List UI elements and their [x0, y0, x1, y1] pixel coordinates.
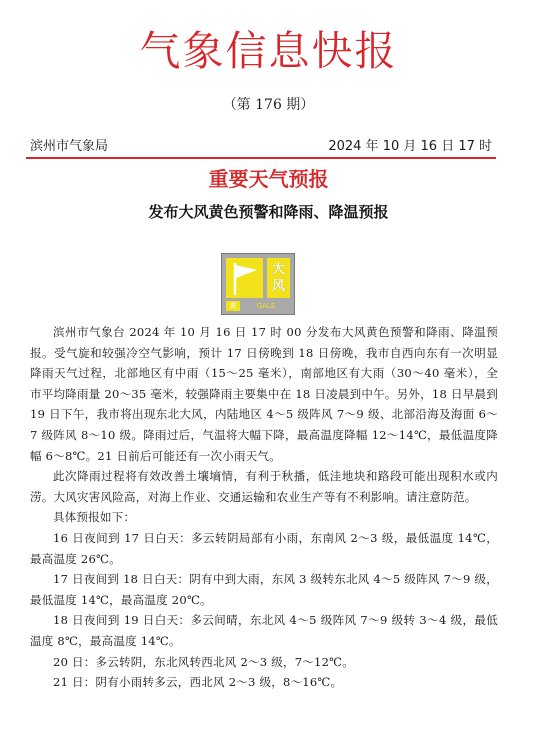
forecast-item: 16 日夜间到 17 日白天：多云转阴局部有小雨，东南风 2～3 级，最低温度 14℃，最高温度 26℃。 [30, 530, 498, 566]
warning-type-char-2: 风 [271, 279, 285, 294]
gale-yellow-warning-badge [221, 253, 295, 315]
subheadline: 发布大风黄色预警和降雨、降温预报 [148, 203, 389, 221]
headline: 重要天气预报 [208, 167, 329, 191]
warning-type-label [267, 258, 290, 298]
forecast-intro: 具体预报如下： [53, 510, 136, 525]
header-divider [26, 157, 496, 159]
body-paragraph: 滨州市气象台 2024 年 10 月 16 日 17 时 00 分发布大风黄色预警和降雨、降温预报。受气旋和较强冷空气影响，预计 17 日傍晚到 18 日傍晚，我市自西向东有一次明显降雨天气过程，北部地区有中雨（15～25 毫米），南部地区有大雨（30～40 毫米），全市平均降雨量 20～35 毫米，较强降雨主要集中在 18 日凌晨到中午。另外，18 日早晨到 19 日下午，我市将出现东北大风，内陆地区 4～5 级阵风 7～9 级、北部沿海及海面 6～7 级阵风 8～10 级。降雨过后，气温将大幅下降，最高温度降幅 12～14℃，最低温度降幅 6～8℃。21 日前后可能还有一次小雨天气。 [30, 325, 498, 463]
warning-type-char-1: 大 [271, 262, 285, 277]
warning-level-strip [226, 301, 290, 311]
forecast-item: 18 日夜间到 19 日白天：多云间晴，东北风 4～5 级阵风 7～9 级转 3～4 级，最低温度 8℃，最高温度 14℃。 [30, 613, 498, 648]
warning-level-cn: 黄 [226, 301, 240, 311]
agency-name: 滨州市气象局 [30, 139, 109, 154]
issue-date: 2024 年 10 月 16 日 17 时 [328, 139, 492, 154]
bulletin-body [30, 322, 498, 693]
body-paragraph: 此次降雨过程将有效改善土壤墒情，有利于秋播，低洼地块和路段可能出现积水或内涝。大风灾害风险高，对海上作业、交通运输和农业生产等有不利影响。请注意防范。 [30, 469, 498, 504]
bulletin-title: 气象信息快报 [139, 27, 398, 75]
forecast-item: 20 日：多云转阴，东北风转西北风 2～3 级，7～12℃。 [53, 654, 355, 669]
issue-number: （第 176 期） [222, 97, 315, 113]
warning-level-en: GALE [256, 302, 276, 310]
forecast-item: 17 日夜间到 18 日白天：阴有中到大雨，东风 3 级转东北风 4～5 级阵风 7～9 级，最低温度 14℃，最高温度 20℃。 [30, 572, 498, 607]
wind-flag-icon [226, 258, 263, 298]
forecast-item: 21 日：阴有小雨转多云，西北风 2～3 级，8～16℃。 [53, 675, 343, 690]
